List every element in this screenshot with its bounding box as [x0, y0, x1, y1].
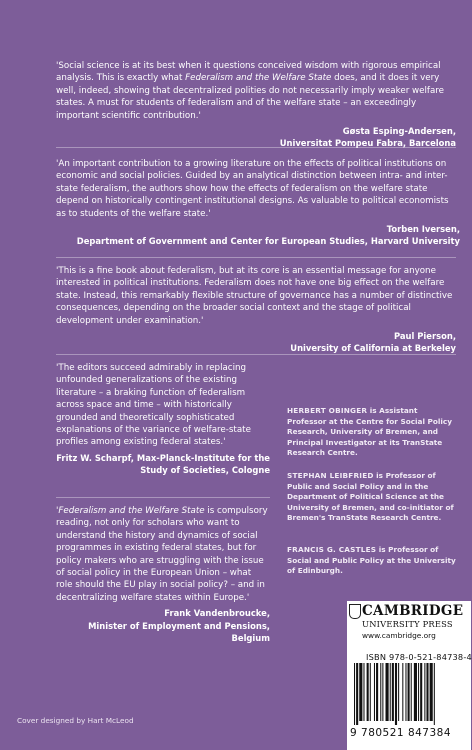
quote-vandenbroucke: [56, 505, 270, 644]
divider: [56, 147, 456, 148]
quote-author: Gøsta Esping-Andersen,: [342, 126, 456, 137]
publisher-name: CAMBRIDGE: [362, 603, 464, 619]
divider: [56, 257, 456, 258]
quote-body: 'Federalism and the Welfare State is compulsory reading, not only for scholars who want to understand the history and dynamics of social programmes in existing federal states, but for policy makers who are struggling with the issue of social policy in the European Union – what role should the EU play in social policy? – and in decentralizing welfare states within Europe.': [56, 506, 268, 603]
cambridge-crest-icon: [349, 604, 361, 619]
quote-body: 'The editors succeed admirably in replacing unfounded generalizations of the existing literature – a braking function of federalism across space and time – with historically grounded and theoretically sophisticated explanations of the variance of welfare-state profiles among existing federal states.': [56, 363, 251, 448]
quote-author: Torben Iversen,: [386, 224, 460, 235]
bio-text: is Professor of Social and Public Policy at the University of Edinburgh.: [287, 545, 456, 576]
barcode-digits: 9 780521 847384: [350, 727, 452, 739]
bio-castles: [287, 545, 459, 577]
bio-name: STEPHAN LEIBFRIED: [287, 471, 374, 480]
cover-credit: Cover designed by Hart McLeod: [17, 716, 134, 725]
quote-affiliation: University of California at Berkeley: [290, 343, 456, 354]
quote-author: Frank Vandenbroucke,: [164, 608, 270, 619]
quote-body: 'An important contribution to a growing literature on the effects of political institutions on economic and social policies. Guided by an analytical distinction between intra- and inter-state federalism, the authors show how the effects of federalism on the welfare state depend on historically contingent institutional designs. As valuable to political economists as to students of the welfare state.': [56, 159, 449, 219]
isbn-label: ISBN 978-0-521-84738-4: [366, 652, 472, 662]
quote-pierson: [56, 265, 456, 355]
quote-affiliation: Universitat Pompeu Fabra, Barcelona: [279, 138, 456, 149]
quote-iversen: [56, 158, 460, 248]
bio-name: HERBERT OBINGER: [287, 406, 368, 415]
divider: [56, 354, 456, 355]
publisher-press: UNIVERSITY PRESS: [362, 619, 453, 629]
quote-author: Paul Pierson,: [393, 331, 456, 342]
quote-body: 'This is a fine book about federalism, but at its core is an essential message for anyone interested in political institutions. Federalism does not have one big effect on the welfare state. Instead, this remarkably flexible structure of governance has a number of distinctive consequences, depending on the broader social context and the stage of political development under examination.': [56, 266, 453, 326]
publisher-url: www.cambridge.org: [362, 631, 436, 640]
quote-body: 'Social science is at its best when it questions conceived wisdom with rigorous empirical analysis. This is exactly what Federalism and the Welfare State does, and it does it very well, indeed, showing that decentralized polities do not necessarily imply weaker welfare states. A must for students of federalism and of the welfare state – an exceedingly important scientific contribution.': [56, 61, 445, 121]
quote-author: Fritz W. Scharpf, Max-Planck-Institute for the: [56, 452, 270, 463]
quote-affiliation: Department of Government and Center for European Studies, Harvard University: [76, 236, 460, 247]
quote-affiliation: Study of Societies, Cologne: [140, 465, 270, 476]
barcode-icon: [352, 663, 462, 725]
bio-leibfried: [287, 471, 459, 524]
bio-text: is Assistant Professor at the Centre for Social Policy Research, University of Bremen, and Principal Investigator at its TranState Research Centre.: [287, 406, 452, 458]
divider: [56, 497, 270, 498]
quote-esping-andersen: [56, 60, 456, 150]
bio-obinger: [287, 406, 459, 459]
bio-text: is Professor of Public and Social Policy and in the Department of Political Science at the University of Bremen, and co-initiator of Bremen's TranState Research Centre.: [287, 471, 454, 523]
bio-name: FRANCIS G. CASTLES: [287, 545, 377, 554]
quote-scharpf: [56, 362, 270, 477]
quote-affiliation: Minister of Employment and Pensions, Belgium: [88, 620, 270, 644]
